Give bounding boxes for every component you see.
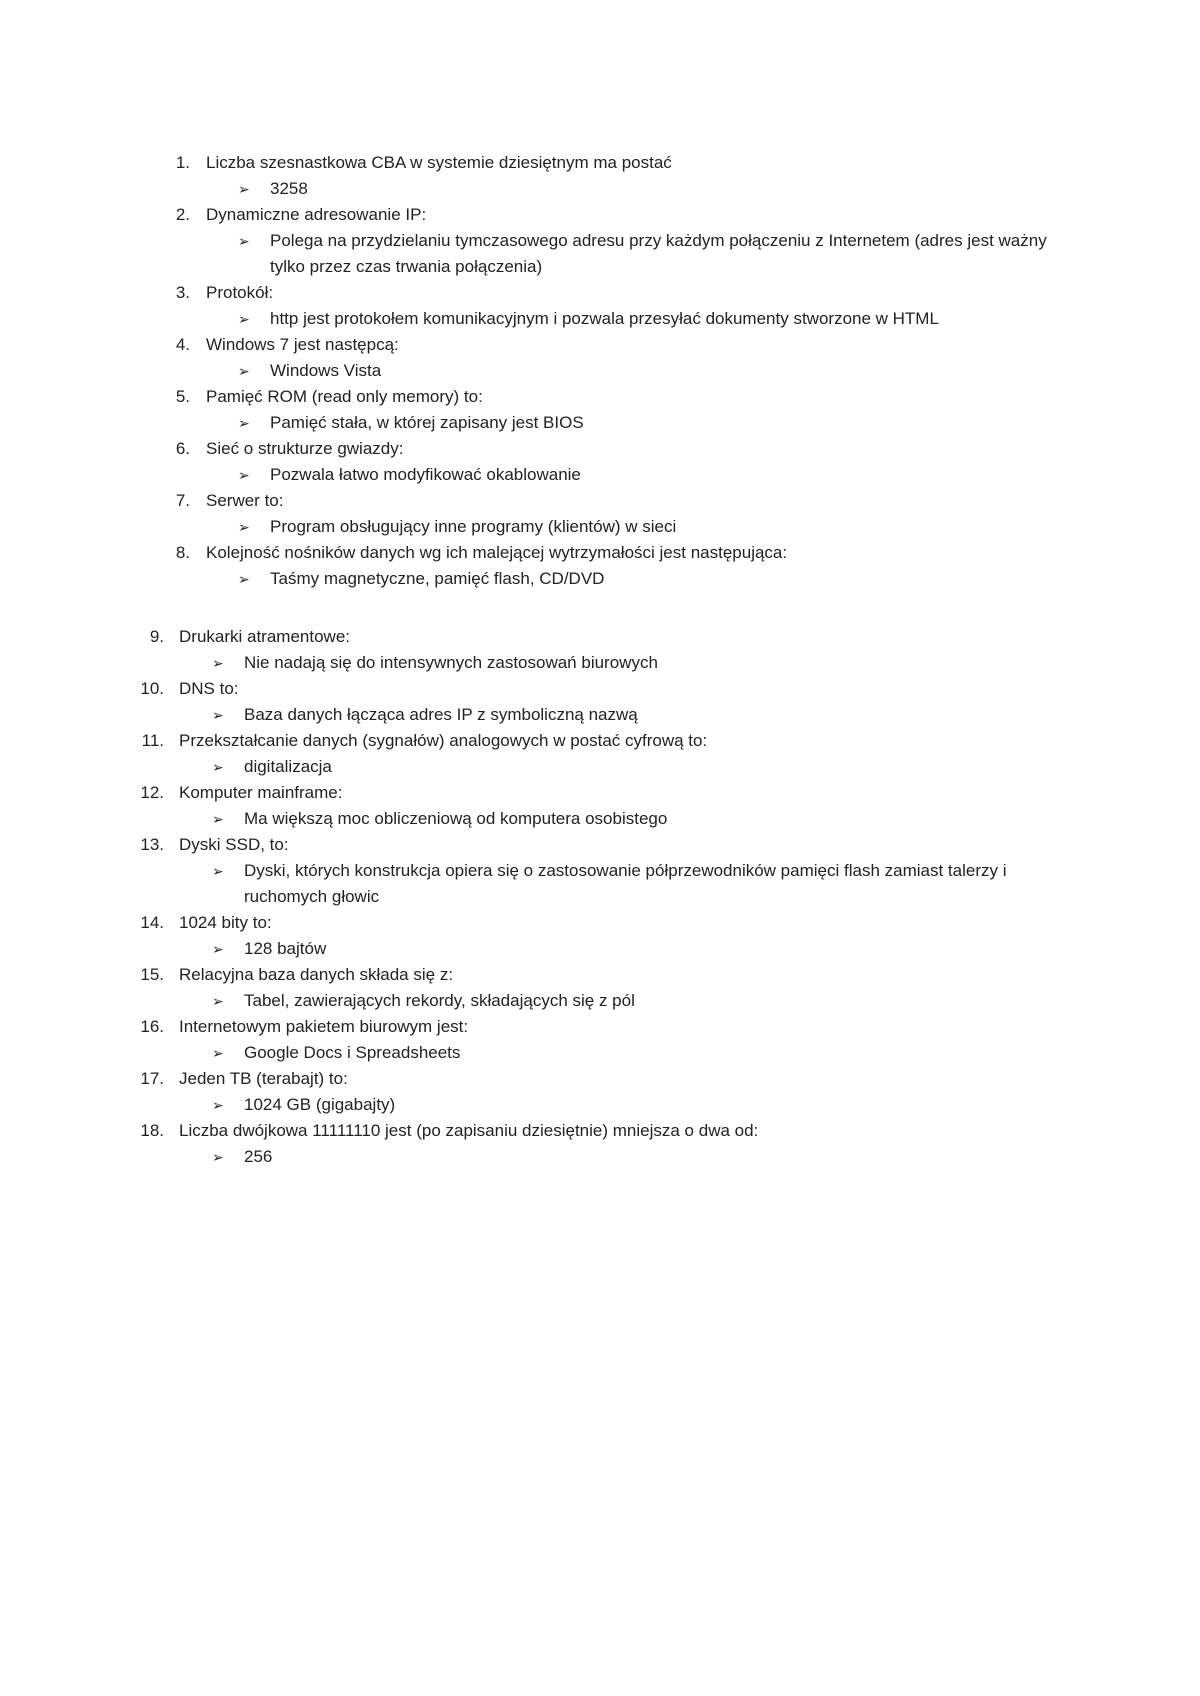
list-item <box>0 280 1200 332</box>
question-text: Relacyjna baza danych składa się z: <box>179 965 454 984</box>
answer-text: 256 <box>244 1147 273 1166</box>
arrow-bullet-icon: ➢ <box>238 233 250 249</box>
question-text: Protokół: <box>206 283 274 302</box>
arrow-bullet-icon: ➢ <box>212 707 224 723</box>
question-row <box>0 1066 1200 1092</box>
answer-text: Pamięć stała, w której zapisany jest BIOS <box>270 413 584 432</box>
question-row <box>0 150 1200 176</box>
answer-text: Taśmy magnetyczne, pamięć flash, CD/DVD <box>270 569 605 588</box>
question-text: Komputer mainframe: <box>179 783 343 802</box>
question-row <box>0 540 1200 566</box>
question-text: 1024 bity to: <box>179 913 272 932</box>
item-number: 10. <box>140 679 164 698</box>
answer-row <box>0 806 1200 832</box>
list-item <box>0 962 1200 1014</box>
item-number: 9. <box>149 627 164 646</box>
answer-row <box>0 358 1200 384</box>
question-text: Drukarki atramentowe: <box>179 627 351 646</box>
arrow-bullet-icon: ➢ <box>238 571 250 587</box>
question-text: Pamięć ROM (read only memory) to: <box>206 387 483 406</box>
answer-text: Nie nadają się do intensywnych zastosowań biurowych <box>244 653 658 672</box>
arrow-bullet-icon: ➢ <box>212 1149 224 1165</box>
list-item <box>0 624 1200 676</box>
answer-text: Google Docs i Spreadsheets <box>244 1043 461 1062</box>
answer-row <box>0 988 1200 1014</box>
answer-row <box>0 176 1200 202</box>
question-text: Liczba dwójkowa 11111110 jest (po zapisaniu dziesiętnie) mniejsza o dwa od: <box>179 1121 759 1140</box>
question-row <box>0 728 1200 754</box>
question-text: Windows 7 jest następcą: <box>206 335 399 354</box>
answer-text: digitalizacja <box>244 757 332 776</box>
question-row <box>0 332 1200 358</box>
question-row <box>0 436 1200 462</box>
answer-row <box>0 936 1200 962</box>
item-number: 2. <box>175 205 190 224</box>
answer-text: 3258 <box>270 179 308 198</box>
list-item <box>0 436 1200 488</box>
list-item <box>0 780 1200 832</box>
arrow-bullet-icon: ➢ <box>212 759 224 775</box>
arrow-bullet-icon: ➢ <box>238 415 250 431</box>
arrow-bullet-icon: ➢ <box>212 1097 224 1113</box>
item-number: 14. <box>140 913 164 932</box>
answer-row <box>0 410 1200 436</box>
question-row <box>0 962 1200 988</box>
answer-row <box>0 462 1200 488</box>
item-number: 1. <box>175 153 190 172</box>
arrow-bullet-icon: ➢ <box>238 311 250 327</box>
question-text: Internetowym pakietem biurowym jest: <box>179 1017 469 1036</box>
question-text: Liczba szesnastkowa CBA w systemie dziesiętnym ma postać <box>206 153 672 172</box>
arrow-bullet-icon: ➢ <box>238 363 250 379</box>
question-row <box>0 910 1200 936</box>
item-number: 12. <box>140 783 164 802</box>
question-text: Serwer to: <box>206 491 284 510</box>
question-row <box>0 488 1200 514</box>
list-item <box>0 728 1200 780</box>
arrow-bullet-icon: ➢ <box>238 519 250 535</box>
question-text: Dyski SSD, to: <box>179 835 289 854</box>
list-item <box>0 384 1200 436</box>
item-number: 18. <box>140 1121 164 1140</box>
item-number: 4. <box>175 335 190 354</box>
answer-row <box>0 858 1200 910</box>
question-list-part-1 <box>0 150 1200 592</box>
arrow-bullet-icon: ➢ <box>212 941 224 957</box>
question-row <box>0 676 1200 702</box>
question-text: Dynamiczne adresowanie IP: <box>206 205 427 224</box>
list-item <box>0 332 1200 384</box>
question-text: Sieć o strukturze gwiazdy: <box>206 439 404 458</box>
question-row <box>0 1014 1200 1040</box>
list-item <box>0 150 1200 202</box>
question-text: Jeden TB (terabajt) to: <box>179 1069 348 1088</box>
list-item <box>0 202 1200 280</box>
answer-row <box>0 1144 1200 1170</box>
item-number: 11. <box>141 731 164 750</box>
arrow-bullet-icon: ➢ <box>212 863 224 879</box>
question-text: Przekształcanie danych (sygnałów) analogowych w postać cyfrową to: <box>179 731 708 750</box>
question-row <box>0 202 1200 228</box>
arrow-bullet-icon: ➢ <box>212 655 224 671</box>
item-number: 13. <box>140 835 164 854</box>
question-row <box>0 280 1200 306</box>
item-number: 17. <box>140 1069 164 1088</box>
item-number: 3. <box>175 283 190 302</box>
answer-text: Program obsługujący inne programy (klientów) w sieci <box>270 517 677 536</box>
question-text: Kolejność nośników danych wg ich malejącej wytrzymałości jest następująca: <box>206 543 788 562</box>
item-number: 16. <box>140 1017 164 1036</box>
answer-row <box>0 702 1200 728</box>
item-number: 7. <box>175 491 190 510</box>
list-item <box>0 540 1200 592</box>
item-number: 6. <box>175 439 190 458</box>
question-row <box>0 832 1200 858</box>
list-item <box>0 1014 1200 1066</box>
answer-text: Windows Vista <box>270 361 382 380</box>
arrow-bullet-icon: ➢ <box>212 811 224 827</box>
question-row <box>0 780 1200 806</box>
arrow-bullet-icon: ➢ <box>238 467 250 483</box>
answer-row <box>0 754 1200 780</box>
answer-row <box>0 1092 1200 1118</box>
list-item <box>0 832 1200 910</box>
answer-text: http jest protokołem komunikacyjnym i pozwala przesyłać dokumenty stworzone w HTML <box>270 309 939 328</box>
list-item <box>0 488 1200 540</box>
answer-text: Baza danych łącząca adres IP z symboliczną nazwą <box>244 705 638 724</box>
answer-text: 1024 GB (gigabajty) <box>244 1095 396 1114</box>
arrow-bullet-icon: ➢ <box>212 993 224 1009</box>
answer-row <box>0 514 1200 540</box>
answer-text: Dyski, których konstrukcja opiera się o zastosowanie półprzewodników pamięci flash zamiast talerzy i ruchomych głowic <box>244 861 1007 906</box>
question-row <box>0 624 1200 650</box>
answer-text: Tabel, zawierających rekordy, składających się z pól <box>244 991 635 1010</box>
question-list-part-2 <box>0 624 1200 1170</box>
item-number: 5. <box>175 387 190 406</box>
item-number: 15. <box>140 965 164 984</box>
arrow-bullet-icon: ➢ <box>238 181 250 197</box>
answer-row <box>0 566 1200 592</box>
answer-text: Pozwala łatwo modyfikować okablowanie <box>270 465 581 484</box>
list-item <box>0 676 1200 728</box>
answer-row <box>0 228 1200 280</box>
question-text: DNS to: <box>179 679 239 698</box>
question-row <box>0 384 1200 410</box>
question-row <box>0 1118 1200 1144</box>
item-number: 8. <box>175 543 190 562</box>
arrow-bullet-icon: ➢ <box>212 1045 224 1061</box>
answer-row <box>0 306 1200 332</box>
answer-text: Ma większą moc obliczeniową od komputera osobistego <box>244 809 668 828</box>
list-item <box>0 910 1200 962</box>
answer-text: Polega na przydzielaniu tymczasowego adresu przy każdym połączeniu z Internetem (adres jest ważny tylko przez czas trwania połączenia) <box>270 231 1047 276</box>
answer-row <box>0 1040 1200 1066</box>
list-item <box>0 1118 1200 1170</box>
answer-row <box>0 650 1200 676</box>
answer-text: 128 bajtów <box>244 939 327 958</box>
list-item <box>0 1066 1200 1118</box>
